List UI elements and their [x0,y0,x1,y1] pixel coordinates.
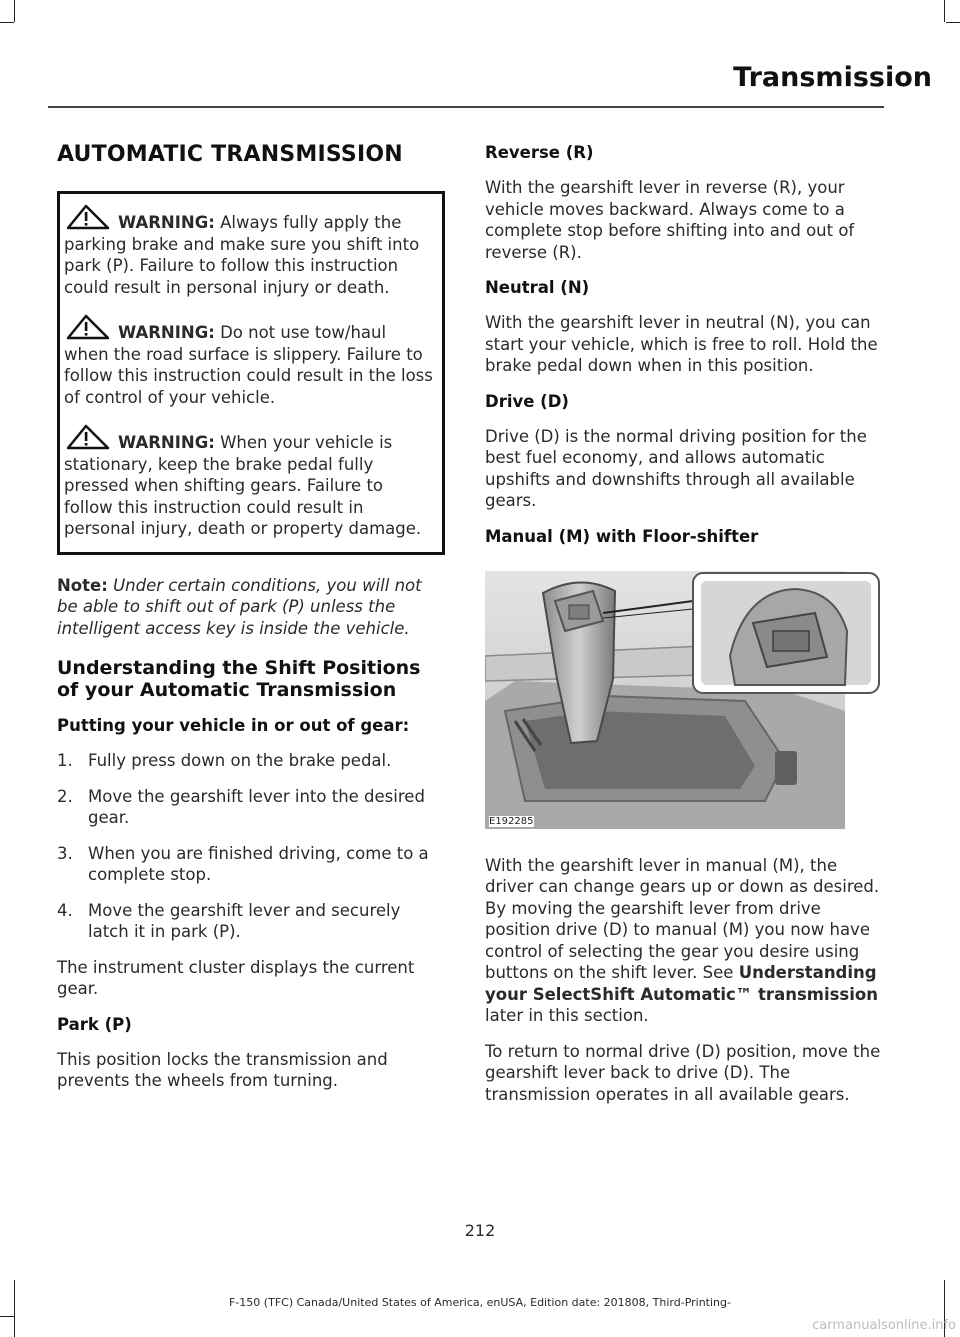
warning-item [64,204,434,298]
right-column [485,142,881,1119]
warning-item [64,314,434,408]
watermark: carmanualsonline.info [812,1318,956,1333]
crop-mark [0,22,14,23]
header-rule [48,106,884,108]
list-item [57,843,445,886]
steps-list [57,750,445,943]
edition-info: F-150 (TFC) Canada/United States of America, enUSA, Edition date: 201808, Third-Printing- [229,1296,731,1309]
section-title: AUTOMATIC TRANSMISSION [57,142,403,167]
list-item [57,786,445,829]
step-text: Fully press down on the brake pedal. [88,751,392,770]
crop-mark [944,0,945,22]
step-text: Move the gearshift lever into the desired gear. [88,786,425,827]
step-text: Move the gearshift lever and securely latch it in park (P). [88,900,401,941]
manual-paragraph [485,855,881,1027]
reverse-heading: Reverse (R) [485,143,594,162]
step-number: 2. [57,786,73,806]
warning-label: WARNING: [118,213,215,232]
crop-mark [946,22,960,23]
step-number: 3. [57,843,73,863]
park-paragraph: This position locks the transmission and prevents the wheels from turning. [57,1049,388,1090]
list-item [57,750,445,772]
gearshift-illustration [485,561,881,839]
cluster-paragraph: The instrument cluster displays the current gear. [57,957,415,998]
warning-text: Do not use tow/haul when the road surface is slippery. Failure to follow this instruction could result in the loss of control of your vehicle. [64,323,433,407]
page-number: 212 [464,1221,496,1240]
note-paragraph [57,575,445,640]
park-heading: Park (P) [57,1014,132,1034]
warning-triangle-icon [64,314,112,340]
crop-mark [0,1316,14,1317]
reverse-paragraph: With the gearshift lever in reverse (R), your vehicle moves backward. Always come to a complete stop before shifting into and out of reverse (R). [485,178,855,262]
manual-text-1: With the gearshift lever in manual (M), the driver can change gears up or down as desired. By moving the gearshift lever from drive position drive (D) to manual (M) you now have control of selecting the gear you desire using buttons on the shift lever. See [485,855,880,982]
warning-label: WARNING: [118,433,215,452]
list-item [57,900,445,943]
subheading-shift-positions: Understanding the Shift Positions of your Automatic Transmission [57,657,421,701]
warning-box [57,191,445,555]
manual-text-2: later in this section. [485,1006,649,1025]
warning-text: Always fully apply the parking brake and make sure you shift into park (P). Failure to follow this instruction could result in personal injury or death. [64,213,420,297]
step-number: 4. [57,900,73,920]
step-text: When you are finished driving, come to a complete stop. [88,843,429,884]
crop-mark [14,0,15,22]
note-label: Note: [57,575,108,595]
warning-text: When your vehicle is stationary, keep the brake pedal fully pressed when shifting gears. Failure to follow this instruction could result in personal injury, death or property damage. [64,433,422,538]
neutral-paragraph: With the gearshift lever in neutral (N), you can start your vehicle, which is free to roll. Hold the brake pedal down when in this position. [485,313,878,375]
left-column [57,142,445,1106]
gearshift-lever-illustration [485,561,881,839]
drive-heading: Drive (D) [485,391,569,411]
warning-triangle-icon [64,204,112,230]
steps-heading: Putting your vehicle in or out of gear: [57,716,410,735]
warning-item [64,424,434,540]
warning-label: WARNING: [118,323,215,342]
step-number: 1. [57,751,73,770]
manual-heading: Manual (M) with Floor-shifter [485,526,759,546]
note-text: Under certain conditions, you will not be able to shift out of park (P) unless the intelligent access key is inside the vehicle. [57,575,422,638]
neutral-heading: Neutral (N) [485,278,590,297]
warning-triangle-icon [64,424,112,450]
page-header-title: Transmission [733,62,932,93]
return-paragraph: To return to normal drive (D) position, move the gearshift lever back to drive (D). The transmission operates in all available gears. [485,1041,881,1104]
drive-paragraph: Drive (D) is the normal driving position for the best fuel economy, and allows automatic upshifts and downshifts through all available gears. [485,426,867,510]
manual-cross-reference: Understanding your SelectShift Automatic™ transmission [485,963,878,1004]
figure-code: E192285 [489,815,534,827]
